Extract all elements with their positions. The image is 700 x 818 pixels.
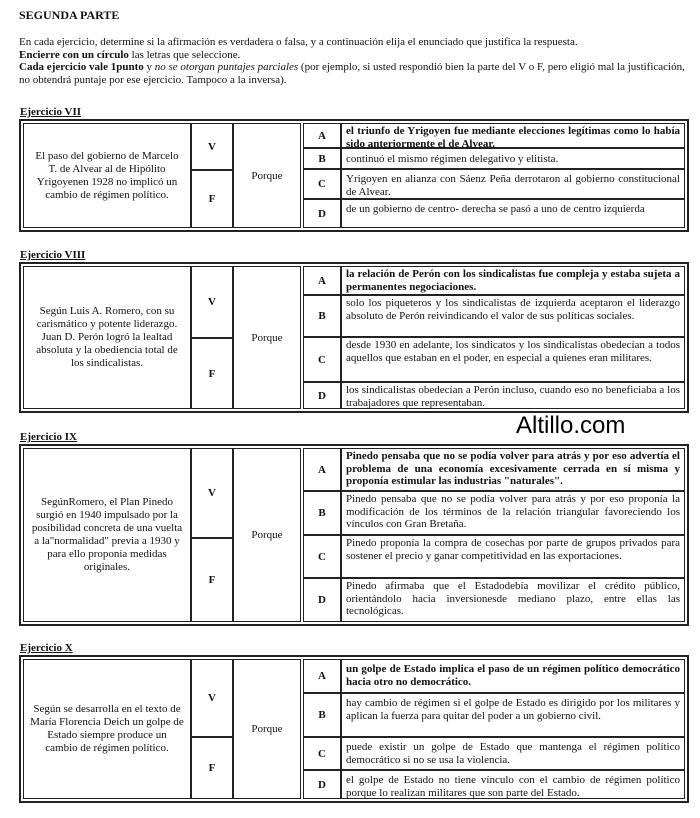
- exercise-9-option-c-text: Pinedo proponía la compra de cosechas por parte de grupos privados para sostener el precio y ganar competitividad en las exportaciones.: [341, 535, 685, 578]
- exercise-9-false-option[interactable]: F: [191, 538, 233, 622]
- exercise-8-true-option[interactable]: V: [191, 266, 233, 338]
- exercise-9-option-b-letter[interactable]: B: [303, 491, 341, 535]
- instruction-points-rest: (por ejemplo, si usted respondió bien la parte del V o F, pero eligió mal la justificación, no obtendrá puntaje por ese ejercicio. Tampoco a la inversa).: [19, 61, 685, 86]
- exercise-10-false-option[interactable]: F: [191, 737, 233, 799]
- exercise-10-option-b-text: hay cambio de régimen si el golpe de Estado es dirigido por los militares y aplican la fuerza para quitar del poder a un gobierno civil.: [341, 693, 685, 737]
- exercise-7-option-a-letter[interactable]: A: [303, 123, 341, 148]
- exercise-10-option-b-letter[interactable]: B: [303, 693, 341, 737]
- exercise-8-option-c-text: desde 1930 en adelante, los sindicatos y los sindicalistas obedecían a todos aquellos que estaban en el poder, en especial a quienes eran militares.: [341, 337, 685, 382]
- exercise-8-option-a-letter[interactable]: A: [303, 266, 341, 295]
- exercise-10-premise: Según se desarrolla en el texto de María Florencia Deich un golpe de Estado siempre produce un cambio de régimen político.: [23, 659, 191, 799]
- exercise-8-premise: Según Luis A. Romero, con su carismático y potente liderazgo. Juan D. Perón logró la lealtad absoluta y la obediencia total de los sindicalistas.: [23, 266, 191, 409]
- exercise-7-option-d-letter[interactable]: D: [303, 199, 341, 228]
- exercise-10-true-option[interactable]: V: [191, 659, 233, 737]
- instruction-points-connector: y: [143, 61, 155, 73]
- instruction-partial-note: no se otorgan puntajes parciales: [154, 61, 299, 73]
- instruction-circle-rest: las letras que seleccione.: [128, 48, 241, 61]
- exercise-7-option-d-text: de un gobierno de centro- derecha se pasó a uno de centro izquierda: [341, 199, 685, 228]
- exercise-10-title: Ejercicio X: [20, 642, 73, 654]
- exercise-7-option-c-letter[interactable]: C: [303, 169, 341, 199]
- exercise-7-premise: El paso del gobierno de Marcelo T. de Alvear al de Hipólito Yrigoyenen 1928 no implicó un cambio de régimen político.: [23, 123, 191, 228]
- exercise-7-false-option[interactable]: F: [191, 170, 233, 228]
- exercise-10-because: Porque: [233, 659, 301, 799]
- exercise-9-option-b-text: Pinedo pensaba que no se podía volver para atrás y por eso proponía la modificación de los términos de la relación triangular favoreciendo los vínculos con Gran Bretaña.: [341, 491, 685, 535]
- exercise-10-option-a-text: un golpe de Estado implica el paso de un régimen político democrático hacia otro no democrático.: [341, 659, 685, 693]
- exercise-9-because: Porque: [233, 448, 301, 622]
- exercise-8-option-b-text: solo los piqueteros y los sindicalistas de izquierda aceptaron el liderazgo absoluto de Perón reivindicando el valor de sus políticas sociales.: [341, 295, 685, 337]
- exercise-10-option-a-letter[interactable]: A: [303, 659, 341, 693]
- instruction-line-1: En cada ejercicio, determine si la afirmación es verdadera o falsa, y a continuación elija el enunciado que justifica la respuesta.: [19, 36, 578, 48]
- exercise-7-option-b-text: continuó el mismo régimen delegativo y elitista.: [341, 148, 685, 169]
- section-title: SEGUNDA PARTE: [19, 8, 120, 22]
- instruction-points-emphasis: Cada ejercicio vale 1punto: [19, 61, 144, 73]
- exercise-7-table: [19, 119, 689, 232]
- watermark: Altillo.com: [516, 412, 626, 439]
- exercise-10-table: [19, 655, 689, 803]
- exercise-8-option-b-letter[interactable]: B: [303, 295, 341, 337]
- exercise-8-option-d-text: los sindicalistas obedecían a Perón incluso, cuando eso no beneficiaba a los trabajadores que representaban.: [341, 382, 685, 409]
- exercise-10-option-d-letter[interactable]: D: [303, 770, 341, 799]
- exercise-8-table: [19, 262, 689, 413]
- exercise-8-false-option[interactable]: F: [191, 338, 233, 409]
- exercise-7-title: Ejercicio VII: [20, 106, 81, 118]
- exercise-9-option-a-letter[interactable]: A: [303, 448, 341, 491]
- exercise-10-option-c-letter[interactable]: C: [303, 737, 341, 770]
- exercise-7-option-a-text: el triunfo de Yrigoyen fue mediante elecciones legítimas como lo había sido anteriormente el de Alvear.: [341, 123, 685, 148]
- exercise-7-option-b-letter[interactable]: B: [303, 148, 341, 169]
- exercise-9-option-c-letter[interactable]: C: [303, 535, 341, 578]
- exercise-8-option-a-text: la relación de Perón con los sindicalistas fue compleja y estaba sujeta a permanentes negociaciones.: [341, 266, 685, 295]
- instructions: [19, 36, 687, 86]
- exercise-10-option-c-text: puede existir un golpe de Estado que mantenga el régimen político democrático si no se usa la violencia.: [341, 737, 685, 770]
- exercise-7-true-option[interactable]: V: [191, 123, 233, 170]
- exercise-8-option-d-letter[interactable]: D: [303, 382, 341, 409]
- exercise-9-option-d-letter[interactable]: D: [303, 578, 341, 622]
- exercise-8-title: Ejercicio VIII: [20, 249, 86, 261]
- exercise-10-option-d-text: el golpe de Estado no tiene vínculo con el cambio de régimen político porque lo realizan militares que son parte del Estado.: [341, 770, 685, 799]
- exercise-9-true-option[interactable]: V: [191, 448, 233, 538]
- exercise-9-option-a-text: Pinedo pensaba que no se podía volver para atrás y por eso advertía el problema de una economía excesivamente cerrada en sí misma y proponía estimular las industrias "naturales".: [341, 448, 685, 491]
- exercise-7-option-c-text: Yrigoyen en alianza con Sáenz Peña derrotaron al gobierno constitucional de Alvear.: [341, 169, 685, 199]
- exercise-9-premise: SegúnRomero, el Plan Pinedo surgió en 1940 impulsado por la posibilidad concreta de una vuelta a la"normalidad" previa a 1930 y para ello proponía medidas originales.: [23, 448, 191, 622]
- exercise-9-table: [19, 444, 689, 626]
- exercise-9-title: Ejercicio IX: [20, 431, 77, 443]
- exercise-8-because: Porque: [233, 266, 301, 409]
- exercise-9-option-d-text: Pinedo afirmaba que el Estadodebía movilizar el crédito público, orientándolo hacia inversionesde mediano plazo, entre ellas las tecnológicas.: [341, 578, 685, 622]
- instruction-circle-emphasis: Encierre con un círculo: [19, 48, 129, 61]
- exercise-7-because: Porque: [233, 123, 301, 228]
- exercise-8-option-c-letter[interactable]: C: [303, 337, 341, 382]
- instruction-line-2: [19, 49, 687, 62]
- instruction-line-3: [19, 61, 687, 86]
